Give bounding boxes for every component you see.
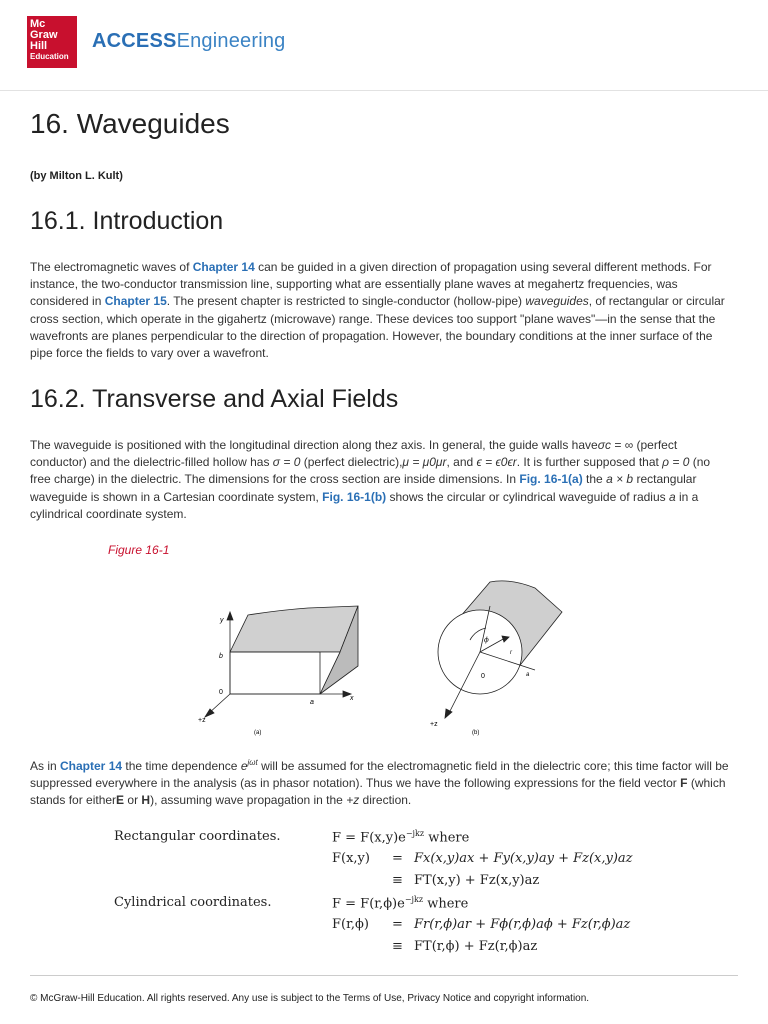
section-heading-introduction: 16.1. Introduction (30, 207, 224, 235)
logo-line: Education (30, 52, 69, 61)
figure-caption: Figure 16-1 (108, 543, 170, 557)
circular-waveguide-drawing (438, 581, 562, 718)
eq-rect-label: Rectangular coordinates. (114, 829, 281, 844)
byline: (by Milton L. Kult) (30, 170, 123, 182)
logo-line: Mc (30, 18, 46, 30)
text: or (124, 793, 142, 808)
text: (perfect dielectric), (300, 455, 403, 470)
eq-cyl-label: Cylindrical coordinates. (114, 895, 272, 910)
access-engineering-logo[interactable] (92, 30, 286, 53)
origin-label: 0 (219, 689, 223, 696)
math: F = F(x,y)e (332, 830, 406, 846)
eq-cyl-line3-rhs: FT(r,ϕ) + Fz(r,ϕ)az (414, 939, 538, 954)
math: ρ = 0 (662, 455, 690, 470)
math: a (668, 489, 676, 504)
axis-label-y: y (220, 617, 224, 624)
math: E (116, 793, 125, 808)
eq-rect-line3-op: ≡ (392, 873, 403, 888)
text: The electromagnetic waves of (30, 260, 193, 274)
text: z (391, 438, 398, 452)
chapter-15-link[interactable]: Chapter 15 (104, 294, 167, 309)
figure-16-1 (190, 570, 580, 740)
logo-line: Graw (30, 29, 58, 41)
math: μ = μ0μr (402, 455, 447, 470)
chapter-14-link[interactable]: Chapter 14 (60, 759, 123, 773)
brand-engineering: Engineering (176, 30, 286, 52)
radius-label-r: r (510, 650, 512, 656)
text: where (424, 830, 470, 846)
subfigure-label-b: (b) (472, 730, 480, 736)
eq-cyl-line3-op: ≡ (392, 939, 403, 954)
time-dependence-paragraph (30, 754, 730, 810)
text: , and (446, 455, 477, 470)
eq-rect-line2-rhs: Fx(x,y)ax + Fy(x,y)ay + Fz(x,y)az (414, 851, 633, 866)
axis-label-z: +z (430, 721, 438, 728)
eq-cyl-line1 (332, 895, 468, 911)
axis-label-z: +z (198, 717, 206, 724)
math: H (141, 793, 151, 808)
text: . It is further supposed that (516, 455, 663, 470)
eq-cyl-line2-rhs: Fr(r,ϕ)ar + Fϕ(r,ϕ)aϕ + Fz(r,ϕ)az (414, 917, 631, 932)
text: The waveguide is positioned with the longitudinal direction along the (30, 438, 392, 452)
radius-label-a: a (526, 672, 530, 678)
dim-label-a: a (310, 699, 314, 706)
math: F = F(r,ϕ)e (332, 896, 405, 912)
mcgraw-hill-logo[interactable] (27, 16, 77, 68)
eq-rect-line3-rhs: FT(x,y) + Fz(x,y)az (414, 873, 540, 888)
math: −jkz (404, 895, 424, 904)
text: rectangular waveguide is shown in a Cartesian coordinate system, (30, 472, 697, 504)
site-header (0, 0, 768, 91)
brand-access: ACCESS (92, 30, 177, 52)
math: −jkz (405, 829, 425, 838)
text: (perfect conductor) and the dielectric-filled hollow has (30, 438, 678, 470)
text: direction. (359, 793, 412, 808)
text: the (582, 472, 607, 487)
math: F (680, 776, 688, 791)
fig-16-1a-link[interactable]: Fig. 16-1(a) (519, 472, 583, 487)
fig-16-1b-link[interactable]: Fig. 16-1(b) (322, 489, 387, 504)
eq-rect-line2-lhs: F(x,y) (332, 851, 370, 866)
text: will be assumed for the electromagnetic field in the dielectric core; this time factor will be suppressed everywhere in the analysis (as in phasor notation). Thus we have the following expressions for the field vector (30, 759, 729, 791)
copyright-footer: © McGraw-Hill Education. All rights reserved. Any use is subject to the Terms of Use, Privacy Notice and copyright information. (30, 993, 590, 1004)
intro-paragraph (30, 259, 730, 362)
math: σc = ∞ (597, 438, 634, 452)
chapter-title: 16. Waveguides (30, 108, 230, 139)
text: in a cylindrical coordinate system. (30, 489, 699, 521)
math: ϵ = ϵ0ϵr (476, 455, 517, 470)
text: waveguides (525, 294, 589, 309)
text: can be guided in a given direction of propagation using several different methods. For instance, the two-conductor transmission line, supporting what are essentially plane waves at megahertz frequencies, was considered in (30, 260, 712, 309)
math: σ = 0 (272, 455, 301, 470)
text: (which stands for either (30, 776, 726, 808)
text: As in (30, 759, 61, 773)
footer-divider (30, 975, 738, 976)
eq-cyl-line2-op: = (392, 917, 403, 932)
text: shows the circular or cylindrical waveguide of radius (386, 489, 669, 504)
text: the time dependence (122, 759, 241, 773)
chapter-14-link[interactable]: Chapter 14 (192, 260, 255, 274)
text: ), assuming wave propagation in the (150, 793, 347, 808)
text: (no free charge) in the dielectric. The dimensions for the cross section are inside dimensions. In (30, 455, 711, 487)
dim-label-b: b (219, 653, 223, 660)
transverse-paragraph (30, 437, 730, 523)
logo-line: Hill (30, 40, 48, 52)
text: axis. In general, the guide walls have (397, 438, 598, 452)
text: , of rectangular or circular cross section, which operate in the gigahertz (microwave) range. These devices too support "plane waves"—in the sense that the wavefronts are planes perpendicular to the direction of propagation. However, the boundary conditions at the inner surface of the pipe force the fields to vary over a wavefront. (30, 294, 725, 361)
eq-rect-line1 (332, 829, 469, 845)
text: . The present chapter is restricted to single-conductor (hollow-pipe) (166, 294, 526, 309)
text: where (423, 896, 469, 912)
origin-label: 0 (481, 673, 485, 680)
section-heading-transverse-axial: 16.2. Transverse and Axial Fields (30, 385, 399, 413)
eq-cyl-line2-lhs: F(r,ϕ) (332, 917, 369, 932)
math: e (240, 759, 248, 773)
eq-rect-line2-op: = (392, 851, 403, 866)
axis-label-x: x (350, 695, 354, 702)
angle-label-phi: ϕ (484, 636, 489, 644)
math: +z (346, 793, 360, 808)
math: a × b (606, 472, 634, 487)
subfigure-label-a: (a) (254, 730, 262, 736)
math: jωt (247, 758, 258, 767)
rect-waveguide-drawing (205, 606, 358, 717)
